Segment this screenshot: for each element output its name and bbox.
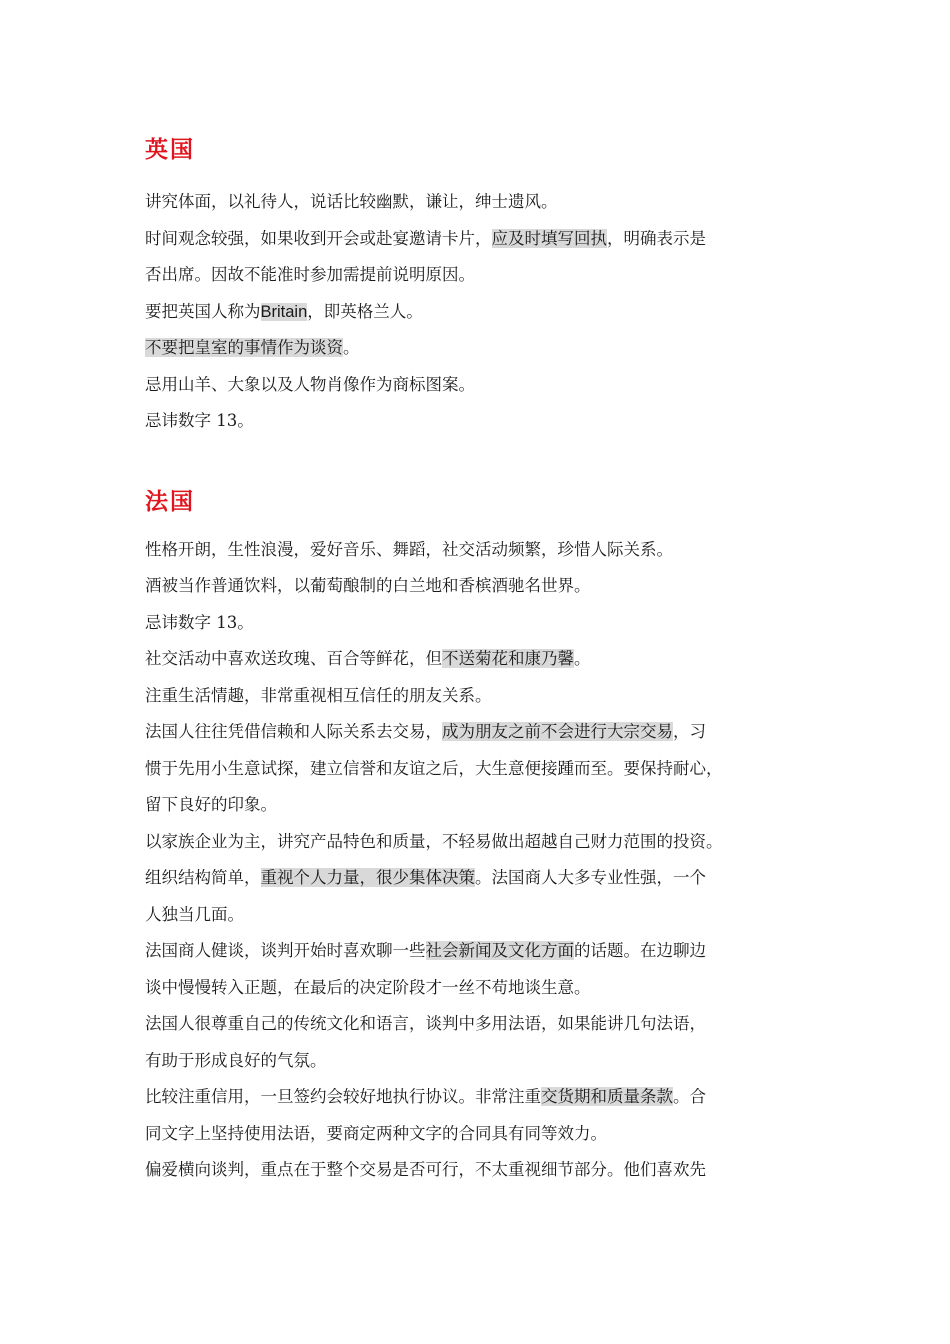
fr-paragraph-12: 偏爱横向谈判，重点在于整个交易是否可行，不太重视细节部分。他们喜欢先 bbox=[145, 1160, 706, 1179]
fr-paragraph-6 bbox=[145, 714, 825, 824]
fr-p6-text-a: 法国人往往凭借信赖和人际关系去交易， bbox=[145, 722, 442, 741]
fr-paragraph-3: 忌讳数字 13。 bbox=[145, 612, 254, 632]
fr-p11-text-c: 同文字上坚持使用法语，要商定两种文字的合同具有同等效力。 bbox=[145, 1123, 607, 1143]
fr-paragraph-5: 注重生活情趣，非常重视相互信任的朋友关系。 bbox=[145, 685, 492, 705]
uk-paragraph-6: 忌讳数字 13。 bbox=[145, 411, 254, 430]
fr-p6-highlight: 成为朋友之前不会进行大宗交易 bbox=[442, 722, 673, 741]
fr-p10-text-a: 法国人很尊重自己的传统文化和语言，谈判中多用法语，如果能讲几句法语， bbox=[145, 1014, 706, 1033]
heading-uk: 英国 bbox=[145, 136, 195, 163]
uk-p3-text-b: ，即英格兰人。 bbox=[307, 301, 423, 321]
fr-p9-highlight: 社会新闻及文化方面 bbox=[425, 941, 574, 960]
uk-paragraph-3 bbox=[145, 294, 825, 331]
uk-p2-text-c: 否出席。因故不能准时参加需提前说明原因。 bbox=[145, 265, 475, 284]
fr-paragraph-8 bbox=[145, 860, 825, 933]
fr-paragraph-7: 以家族企业为主，讲究产品特色和质量，不轻易做出超越自己财力范围的投资。 bbox=[145, 831, 723, 851]
uk-p2-highlight: 应及时填写回执 bbox=[491, 228, 607, 248]
fr-p4-text-a: 社交活动中喜欢送玫瑰、百合等鲜花，但 bbox=[145, 649, 442, 668]
uk-paragraph-5: 忌用山羊、大象以及人物肖像作为商标图案。 bbox=[145, 374, 475, 394]
section-france bbox=[145, 482, 825, 1189]
fr-p11-text-b: 。合 bbox=[673, 1087, 706, 1106]
fr-paragraph-2: 酒被当作普通饮料，以葡萄酿制的白兰地和香槟酒驰名世界。 bbox=[145, 576, 591, 595]
fr-paragraph-4 bbox=[145, 641, 825, 678]
fr-p10-text-b: 有助于形成良好的气氛。 bbox=[145, 1050, 327, 1070]
fr-paragraph-10 bbox=[145, 1006, 825, 1079]
fr-p6-text-c: 惯于先用小生意试探，建立信誉和友谊之后，大生意便接踵而至。要保持耐心， bbox=[145, 758, 723, 778]
fr-p4-highlight: 不送菊花和康乃馨 bbox=[442, 649, 574, 668]
uk-paragraph-4 bbox=[145, 330, 825, 367]
uk-paragraph-1: 讲究体面，以礼待人，说话比较幽默，谦让，绅士遗风。 bbox=[145, 192, 558, 211]
fr-p11-text-a: 比较注重信用，一旦签约会较好地执行协议。非常注重 bbox=[145, 1087, 541, 1106]
uk-p4-highlight: 不要把皇室的事情作为谈资 bbox=[145, 338, 343, 357]
fr-p8-highlight: 重视个人力量，很少集体决策 bbox=[260, 868, 475, 887]
fr-paragraph-1: 性格开朗，生性浪漫，爱好音乐、舞蹈，社交活动频繁，珍惜人际关系。 bbox=[145, 539, 673, 559]
fr-p11-highlight: 交货期和质量条款 bbox=[541, 1087, 673, 1106]
uk-p2-text-a: 时间观念较强，如果收到开会或赴宴邀请卡片， bbox=[145, 228, 492, 248]
fr-p9-text-a: 法国商人健谈，谈判开始时喜欢聊一些 bbox=[145, 941, 426, 960]
fr-p8-text-a: 组织结构简单， bbox=[145, 868, 261, 887]
fr-p9-text-c: 谈中慢慢转入正题，在最后的决定阶段才一丝不苟地谈生意。 bbox=[145, 977, 591, 997]
fr-p6-text-b: ，习 bbox=[673, 722, 706, 741]
fr-p8-text-c: 人独当几面。 bbox=[145, 904, 244, 924]
fr-p9-text-b: 的话题。在边聊边 bbox=[574, 941, 706, 960]
uk-p4-text-b: 。 bbox=[343, 338, 360, 357]
document-body bbox=[145, 130, 825, 1189]
fr-paragraph-11 bbox=[145, 1079, 825, 1152]
fr-p8-text-b: 。法国商人大多专业性强，一个 bbox=[475, 868, 706, 887]
uk-paragraph-2 bbox=[145, 221, 825, 294]
heading-france: 法国 bbox=[145, 487, 195, 515]
uk-p3-text-a: 要把英国人称为 bbox=[145, 301, 261, 321]
fr-paragraph-9 bbox=[145, 933, 825, 1006]
fr-p4-text-b: 。 bbox=[574, 649, 591, 668]
fr-p6-text-d: 留下良好的印象。 bbox=[145, 795, 277, 814]
uk-p2-text-b: ，明确表示是 bbox=[607, 228, 706, 248]
section-uk bbox=[145, 130, 825, 440]
uk-p3-highlight: Britain bbox=[260, 302, 308, 321]
